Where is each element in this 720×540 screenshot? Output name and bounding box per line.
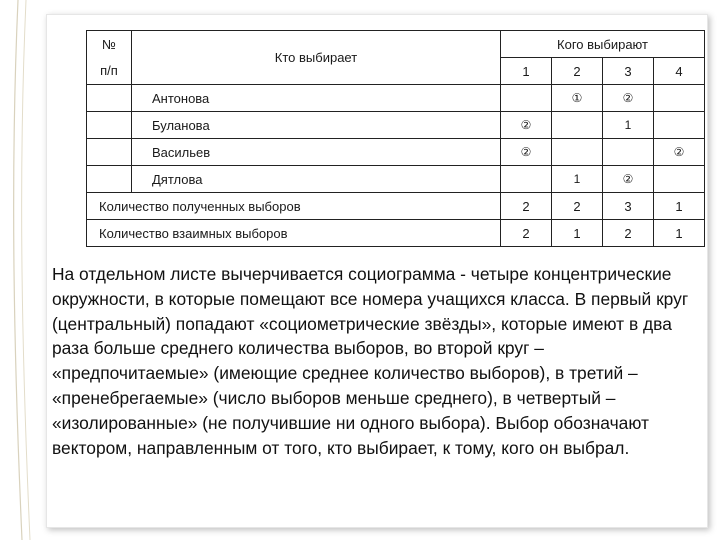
totals-cell: 2: [603, 220, 654, 247]
table-row: [87, 166, 705, 193]
row-number: [87, 139, 132, 166]
row-number: [87, 166, 132, 193]
header-col-2: 2: [552, 58, 603, 85]
row-cell: 1: [603, 112, 654, 139]
row-cell: [501, 85, 552, 112]
totals-label-received: Количество полученных выборов: [87, 193, 501, 220]
sociogram-description: На отдельном листе вычерчивается социограмма - четыре концентрические окружности, в которые помещают все номера учащихся класса. В первый круг (центральный) попадают «социометрические звёзды», которые имеют в два раза больше среднего количества выборов, во второй круг – «предпочитаемые» (имеющие среднее количество выборов), в третий – «пренебрегаемые» (число выборов меньше среднего), в четвертый – «изолированные» (не получившие ни одного выбора). Выбор обозначают вектором, направленным от того, кто выбирает, к тому, кого он выбрал.: [52, 264, 689, 458]
totals-cell: 1: [654, 220, 705, 247]
totals-cell: 2: [552, 193, 603, 220]
row-cell: [654, 85, 705, 112]
row-cell: ②: [603, 166, 654, 193]
totals-cell: 1: [552, 220, 603, 247]
totals-row-mutual: [87, 220, 705, 247]
row-number: [87, 112, 132, 139]
header-who-chooses: Кто выбирает: [132, 31, 501, 85]
header-number-cell: [87, 31, 132, 85]
row-name: Васильев: [132, 139, 501, 166]
totals-label-mutual: Количество взаимных выборов: [87, 220, 501, 247]
row-cell: ②: [654, 139, 705, 166]
row-cell: [552, 112, 603, 139]
row-cell: ②: [501, 112, 552, 139]
row-name: Дятлова: [132, 166, 501, 193]
row-cell: 1: [552, 166, 603, 193]
header-col-3: 3: [603, 58, 654, 85]
row-cell: ①: [552, 85, 603, 112]
totals-cell: 1: [654, 193, 705, 220]
header-col-4: 4: [654, 58, 705, 85]
header-whom-chosen: Кого выбирают: [501, 31, 705, 58]
row-cell: [603, 139, 654, 166]
row-number: [87, 85, 132, 112]
row-cell: [552, 139, 603, 166]
row-cell: [501, 166, 552, 193]
sociometry-table: [86, 30, 705, 247]
totals-cell: 3: [603, 193, 654, 220]
totals-row-received: [87, 193, 705, 220]
totals-cell: 2: [501, 193, 552, 220]
row-cell: ②: [603, 85, 654, 112]
table-row: [87, 85, 705, 112]
header-col-1: 1: [501, 58, 552, 85]
totals-cell: 2: [501, 220, 552, 247]
table-row: [87, 139, 705, 166]
header-number-top: №: [102, 36, 116, 52]
table-row: [87, 112, 705, 139]
row-name: Буланова: [132, 112, 501, 139]
header-number-bottom: п/п: [100, 62, 118, 78]
row-cell: ②: [501, 139, 552, 166]
row-cell: [654, 166, 705, 193]
row-name: Антонова: [132, 85, 501, 112]
row-cell: [654, 112, 705, 139]
